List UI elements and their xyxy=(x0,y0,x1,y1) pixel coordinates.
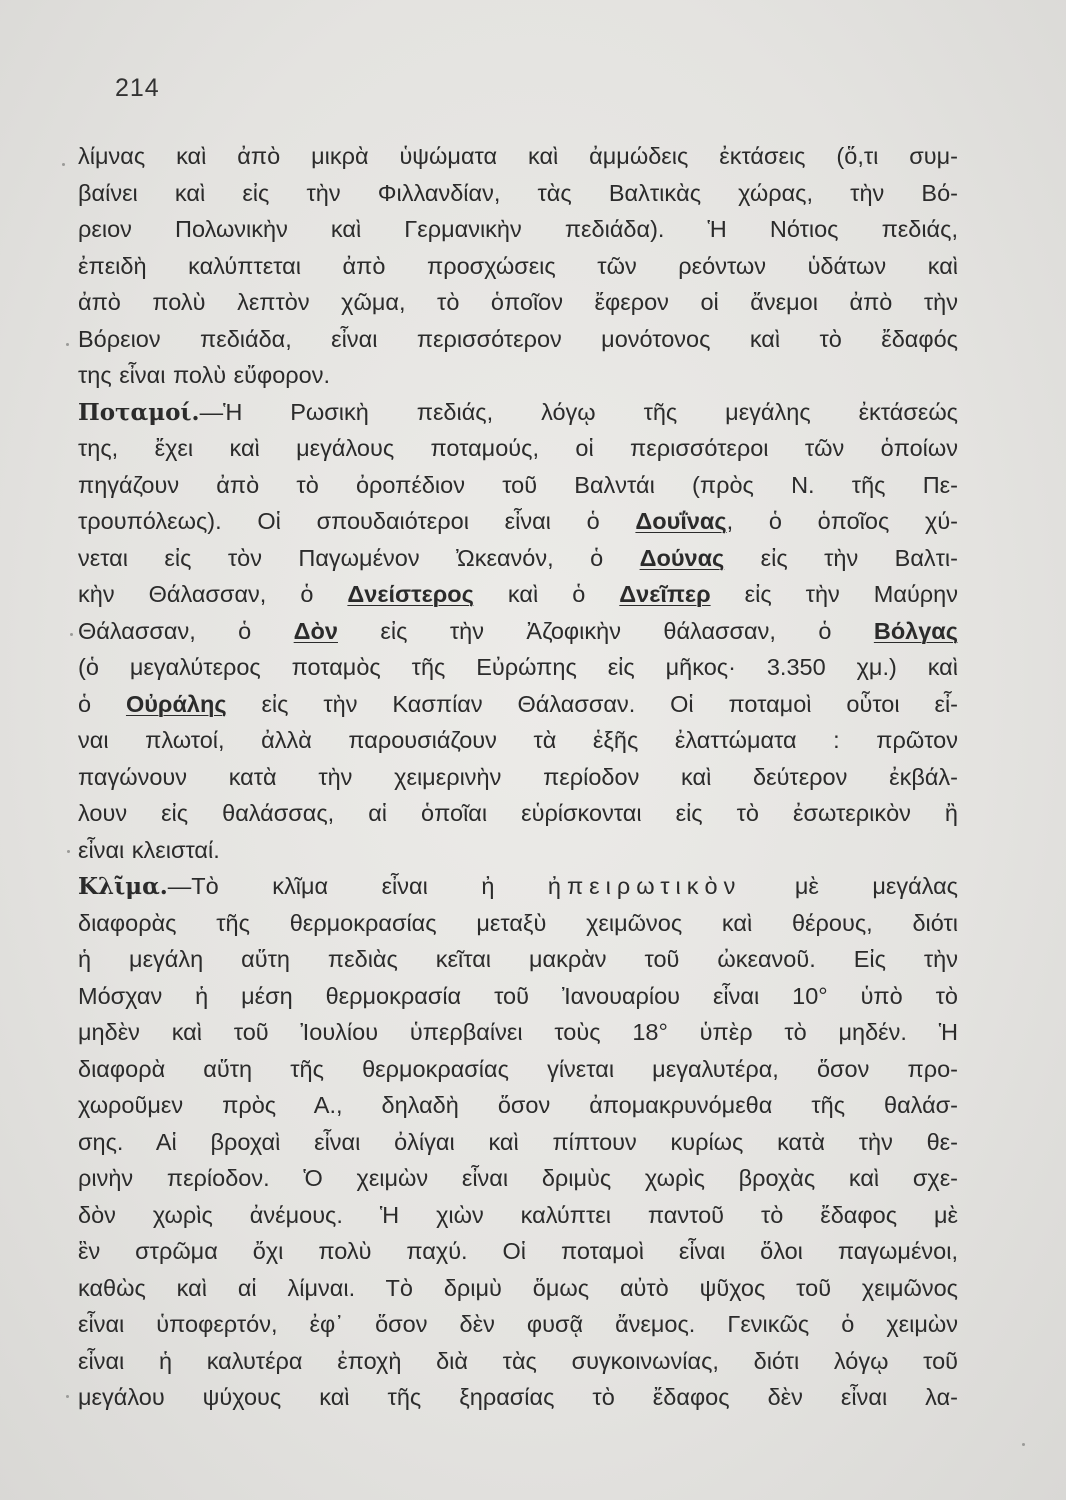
text-segment: Μόσχαν ἡ μέση θερμοκρασία τοῦ Ἰανουαρίου εἶναι 10° ὑπὸ τὸ xyxy=(78,982,958,1009)
text-line xyxy=(78,138,958,175)
text-segment: ἐπειδὴ καλύπτεται ἀπὸ προσχώσεις τῶν ρεόντων ὑδάτων καὶ xyxy=(78,252,958,279)
text-segment: εἰς τὴν Κασπίαν Θάλασσαν. Οἱ ποταμοὶ οὗτοι εἶ- xyxy=(226,690,958,717)
river-name: Δὸν xyxy=(293,617,338,644)
river-name: Δουΐνας xyxy=(635,508,727,534)
text-line xyxy=(78,649,958,686)
text-line xyxy=(78,868,958,905)
text-line xyxy=(78,795,958,832)
emphasized-term: ἠπειρωτικὸν xyxy=(547,873,742,899)
text-segment: λουν εἰς θαλάσσας, αἱ ὁποῖαι εὑρίσκονται εἰς τὸ ἐσωτερικὸν ἢ xyxy=(78,800,958,826)
text-segment: εἰς τὴν Βαλτι- xyxy=(724,544,958,571)
scan-speck xyxy=(66,1395,69,1398)
text-segment: λίμνας καὶ ἀπὸ μικρὰ ὑψώματα καὶ ἀμμώδεις ἐκτάσεις (ὅ,τι συμ- xyxy=(78,143,958,169)
river-name: Οὐράλης xyxy=(125,690,227,717)
text-segment: ἡ μεγάλη αὕτη πεδιὰς κεῖται μακρὰν τοῦ ὠκεανοῦ. Εἰς τὴν xyxy=(78,946,958,972)
text-segment: χωροῦμεν πρὸς Α., δηλαδὴ ὅσον ἀπομακρυνόμεθα τῆς θαλάσ- xyxy=(78,1092,958,1118)
text-line xyxy=(78,1124,958,1161)
text-line xyxy=(78,284,958,321)
text-segment: Βόρειον πεδιάδα, εἶναι περισσότερον μονότονος καὶ τὸ ἔδαφός xyxy=(78,325,958,352)
text-segment: Θάλασσαν, ὁ xyxy=(78,617,294,644)
text-line xyxy=(78,1306,958,1343)
text-segment: μεγάλου ψύχους καὶ τῆς ξηρασίας τὸ ἔδαφος δὲν εἶναι λα- xyxy=(78,1384,958,1410)
text-segment: κὴν Θάλασσαν, ὁ xyxy=(78,581,348,607)
text-segment: ἀπὸ πολὺ λεπτὸν χῶμα, τὸ ὁποῖον ἔφερον οἱ ἄνεμοι ἀπὸ τὴν xyxy=(78,289,958,315)
text-line xyxy=(78,321,958,358)
text-line xyxy=(78,503,958,540)
text-segment: εἰς τὴν Ἀζοφικὴν θάλασσαν, ὁ xyxy=(337,617,874,644)
text-line xyxy=(78,1233,958,1270)
text-line xyxy=(78,1160,958,1197)
text-segment: καὶ ὁ xyxy=(473,581,620,607)
scan-speck xyxy=(70,633,73,636)
river-name: Δνείστερος xyxy=(347,581,474,607)
text-line xyxy=(78,978,958,1015)
text-line xyxy=(78,394,958,431)
text-segment: , ὁ ὁποῖος χύ- xyxy=(726,508,958,534)
scan-speck xyxy=(1022,1443,1025,1446)
text-segment: της, ἔχει καὶ μεγάλους ποταμούς, οἱ περισσότεροι τῶν ὁποίων xyxy=(78,435,958,461)
text-line xyxy=(78,1379,958,1416)
text-line xyxy=(78,1051,958,1088)
text-segment: ρινὴν περίοδον. Ὁ χειμὼν εἶναι δριμὺς χωρὶς βροχὰς καὶ σχε- xyxy=(78,1165,958,1191)
text-segment: ρειον Πολωνικὴν καὶ Γερμανικὴν πεδιάδα). Ἡ Νότιος πεδιάς, xyxy=(78,216,958,242)
text-segment: εἶναι κλεισταί. xyxy=(78,836,220,863)
text-segment: ἓν στρῶμα ὄχι πολὺ παχύ. Οἱ ποταμοὶ εἶναι ὅλοι παγωμένοι, xyxy=(78,1238,958,1264)
text-segment: μηδὲν καὶ τοῦ Ἰουλίου ὑπερβαίνει τοὺς 18° ὑπὲρ τὸ μηδέν. Ἡ xyxy=(78,1019,958,1045)
text-line xyxy=(78,211,958,248)
scan-speck xyxy=(62,163,65,166)
page-number: 214 xyxy=(115,74,160,102)
text-line xyxy=(78,248,958,285)
text-line xyxy=(78,941,958,978)
text-line xyxy=(78,1087,958,1124)
scan-speck xyxy=(66,343,69,346)
text-segment: εἶναι ὑποφερτόν, ἐφ᾽ ὅσον δὲν φυσᾷ ἄνεμος. Γενικῶς ὁ χειμὼν xyxy=(78,1311,958,1337)
river-name: Δνεῖπερ xyxy=(619,581,711,607)
text-line xyxy=(78,576,958,613)
text-segment: καθὼς καὶ αἱ λίμναι. Τὸ δριμὺ ὅμως αὐτὸ ψῦχος τοῦ χειμῶνος xyxy=(78,1274,958,1301)
text-segment: ὁ xyxy=(78,690,126,717)
text-segment: πηγάζουν ἀπὸ τὸ ὀροπέδιον τοῦ Βαλντάι (πρὸς Ν. τῆς Πε- xyxy=(78,471,958,498)
text-line xyxy=(78,467,958,504)
text-line xyxy=(78,357,958,394)
text-line xyxy=(78,1197,958,1234)
text-segment: σης. Αἱ βροχαὶ εἶναι ὀλίγαι καὶ πίπτουν κυρίως κατὰ τὴν θε- xyxy=(78,1128,958,1155)
text-line xyxy=(78,1014,958,1051)
text-segment: βαίνει καὶ εἰς τὴν Φιλλανδίαν, τὰς Βαλτικὰς χώρας, τὴν Βό- xyxy=(78,179,958,206)
text-line xyxy=(78,175,958,212)
text-segment: τρουπόλεως). Οἱ σπουδαιότεροι εἶναι ὁ xyxy=(78,508,636,534)
text-segment: διαφορὰς τῆς θερμοκρασίας μεταξὺ χειμῶνος καὶ θέρους, διότι xyxy=(78,909,958,936)
text-line xyxy=(78,540,958,577)
text-line xyxy=(78,1343,958,1380)
text-line xyxy=(78,1270,958,1307)
text-segment: (ὁ μεγαλύτερος ποταμὸς τῆς Εὐρώπης εἰς μῆκος· 3.350 χμ.) καὶ xyxy=(78,654,958,680)
text-segment: παγώνουν κατὰ τὴν χειμερινὴν περίοδον καὶ δεύτερον ἐκβάλ- xyxy=(78,763,958,790)
text-segment: ναι πλωτοί, ἀλλὰ παρουσιάζουν τὰ ἑξῆς ἐλαττώματα : πρῶτον xyxy=(78,727,958,753)
river-name: Δούνας xyxy=(639,544,725,571)
text-segment: διαφορὰ αὕτη τῆς θερμοκρασίας γίνεται μεγαλυτέρα, ὅσον προ- xyxy=(78,1055,958,1082)
text-line xyxy=(78,905,958,942)
text-line xyxy=(78,613,958,650)
text-segment: νεται εἰς τὸν Παγωμένον Ὠκεανόν, ὁ xyxy=(78,544,640,571)
text-line xyxy=(78,430,958,467)
text-segment: εἶναι ἡ καλυτέρα ἐποχὴ διὰ τὰς συγκοινωνίας, διότι λόγῳ τοῦ xyxy=(78,1347,958,1374)
text-line xyxy=(78,759,958,796)
text-line xyxy=(78,832,958,869)
section-heading: Κλῖμα. xyxy=(78,873,168,900)
body-text xyxy=(78,138,958,1416)
text-line xyxy=(78,722,958,759)
text-segment: —Ἡ Ρωσικὴ πεδιάς, λόγῳ τῆς μεγάλης ἐκτάσεώς xyxy=(199,398,958,425)
text-segment: δὸν χωρὶς ἀνέμους. Ἡ χιὼν καλύπτει παντοῦ τὸ ἔδαφος μὲ xyxy=(78,1201,958,1228)
section-heading: Ποταμοί. xyxy=(78,398,200,426)
text-segment: —Τὸ κλῖμα εἶναι ἠ xyxy=(167,873,548,899)
text-segment: της εἶναι πολὺ εὔφορον. xyxy=(78,362,330,388)
text-segment: μὲ μεγάλας xyxy=(741,873,958,899)
text-line xyxy=(78,686,958,723)
scan-speck xyxy=(67,850,70,853)
text-segment: εἰς τὴν Μαύρην xyxy=(710,581,958,607)
river-name: Βόλγας xyxy=(873,617,958,644)
